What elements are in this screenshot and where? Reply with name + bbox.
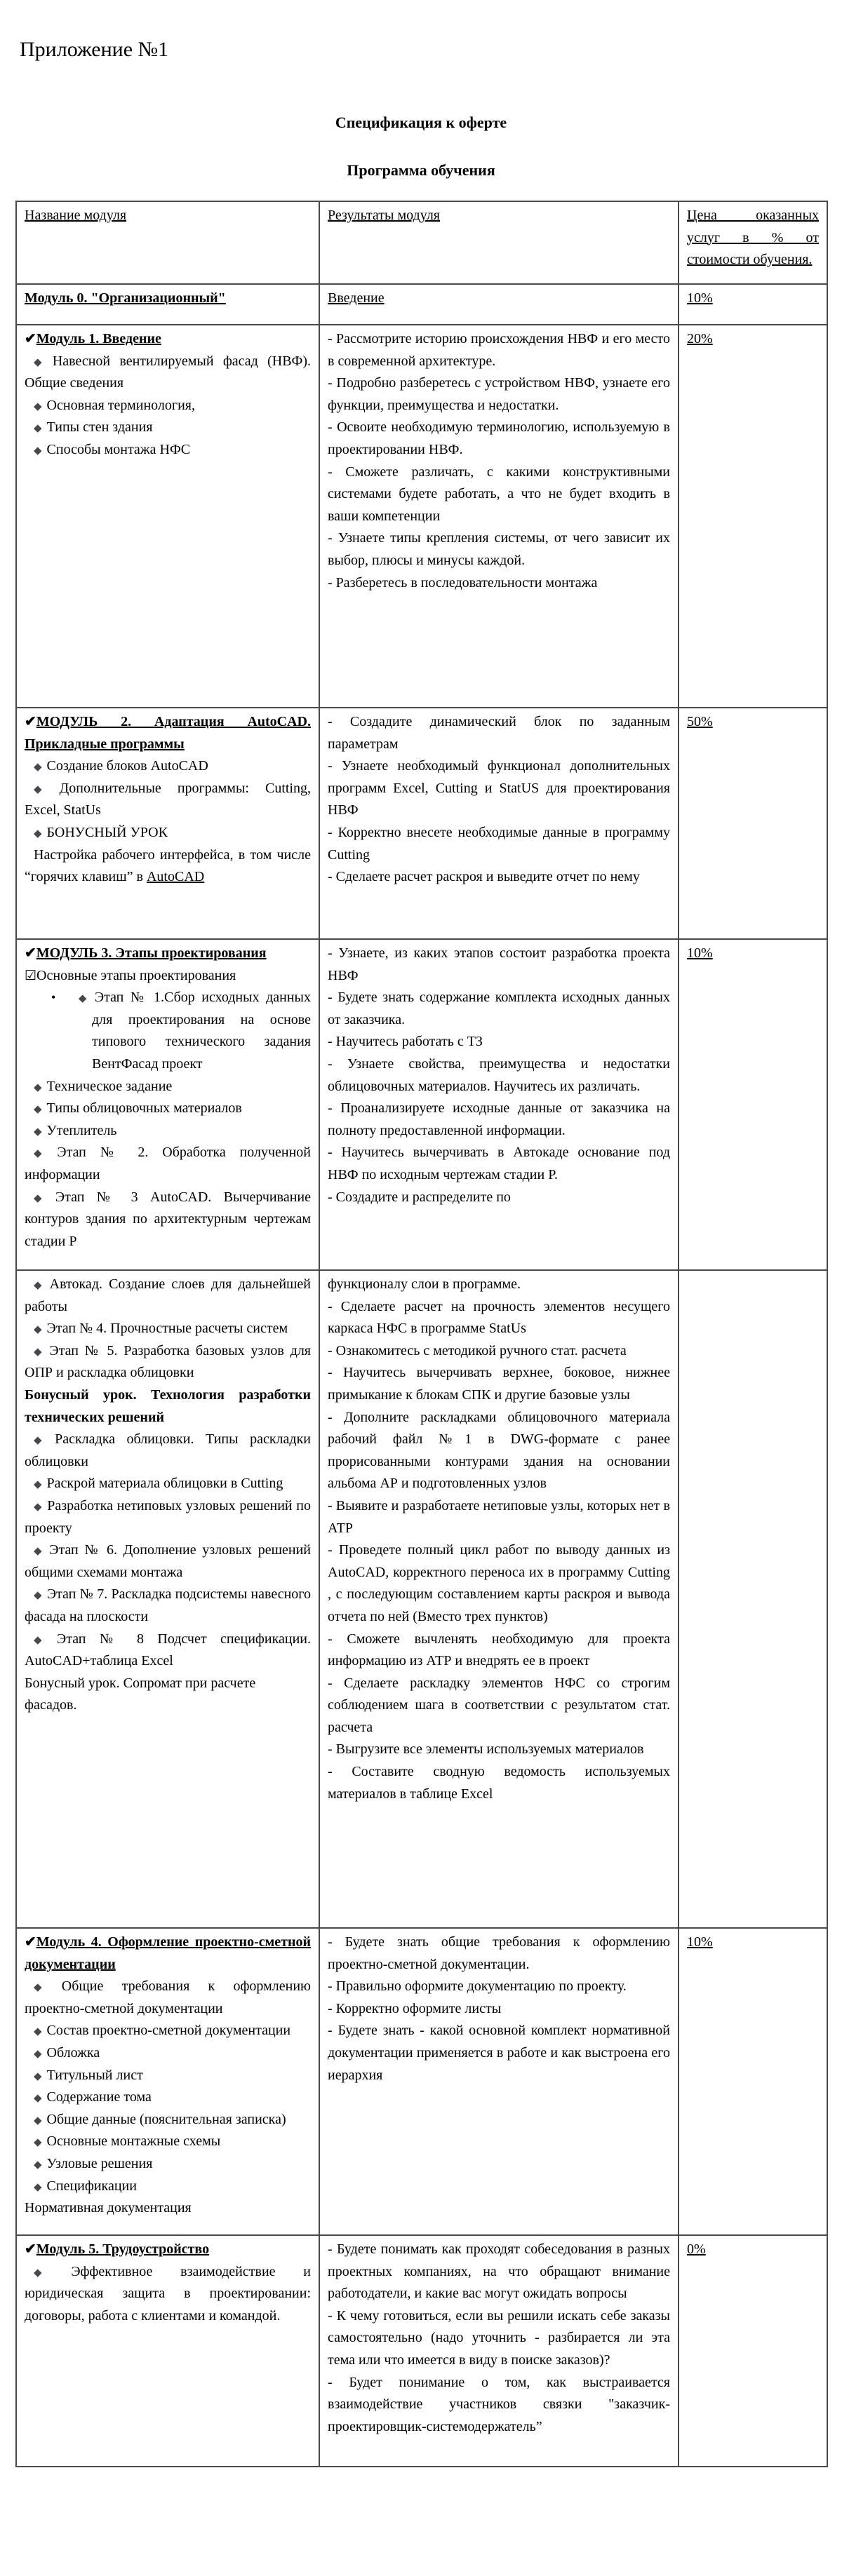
list-item [25, 2109, 311, 2131]
list-item [25, 2131, 311, 2153]
diamond-bullet-icon: ◆ [34, 1148, 53, 1160]
list-item [25, 1142, 311, 1186]
result-item: - Создадите динамический блок по заданным параметрам [328, 714, 670, 752]
module-results-cell [319, 1928, 679, 2235]
module-title: ✔Модуль 1. Введение [25, 331, 161, 346]
diamond-bullet-icon: ◆ [34, 2137, 42, 2149]
module-price-cell [679, 1270, 827, 1928]
list-item-text: Этап № 7. Раскладка подсистемы навесного фасада на плоскости [25, 1586, 311, 1624]
checkbox-item-text: Основные этапы проектирования [36, 967, 236, 983]
list-item [25, 439, 311, 461]
price-value: 50% [687, 714, 713, 729]
module-name-cell [16, 939, 319, 1270]
list-item-text: Эффективное взаимодействие и юридическая защита в проектировании: договоры, работа с клиентами и командой. [25, 2263, 311, 2324]
checkbox-icon: ☑ [25, 968, 37, 983]
diamond-bullet-icon: ◆ [34, 1634, 52, 1646]
result-item: - Правильно оформите документацию по проекту. [328, 1978, 627, 1995]
list-item [25, 2176, 311, 2198]
result-item: - Корректно внесете необходимые данные в программу Cutting [328, 824, 670, 863]
list-item-text: Основные монтажные схемы [46, 2133, 221, 2150]
list-item-text: Создание блоков AutoCAD [46, 758, 208, 774]
list-item-text: Состав проектно-сметной документации [46, 2023, 291, 2039]
result-item: - Научитесь работать с ТЗ [328, 1034, 483, 1050]
price-value: 0% [687, 2241, 706, 2257]
check-icon: ✔ [25, 714, 36, 729]
module-title: ✔МОДУЛЬ 2. Адаптация AutoCAD. Прикладные программы [25, 714, 311, 752]
result-item: - Узнаете необходимый функционал дополнительных программ Excel, Cutting и StatUS для проектирования НВФ [328, 758, 670, 818]
diamond-bullet-icon: ◆ [34, 1192, 51, 1204]
list-item [25, 1120, 311, 1142]
list-item [25, 417, 311, 439]
module-name-cell [16, 708, 319, 939]
list-item-text: Общие данные (пояснительная записка) [46, 2111, 286, 2127]
table-row-module-1 [16, 325, 827, 708]
result-item: - Проанализируете исходные данные от заказчика на полноту предоставленной информации. [328, 1100, 670, 1138]
result-item: - Сможете вычленять необходимую для проекта информацию из АТР и внедрять ее в проект [328, 1631, 670, 1669]
training-program-table [15, 201, 828, 2467]
result-item: - Выявите и разработаете нетиповые узлы, которых нет в АТР [328, 1497, 670, 1536]
module-price-cell [679, 284, 827, 325]
result-item: - Будете знать общие требования к оформлению проектно-сметной документации. [328, 1934, 670, 1972]
list-item-text: Этап № 3 AutoCAD. Вычерчивание контуров здания по архитектурным чертежам стадии Р [25, 1189, 311, 1249]
diamond-bullet-icon: ◆ [34, 1501, 43, 1513]
result-item: - Будете понимать как проходят собеседования в разных проектных компаниях, на что обращают внимание работодатели, и какие вас могут ожидать вопросы [328, 2241, 670, 2302]
diamond-bullet-icon: ◆ [34, 2267, 67, 2279]
list-item-text: Автокад. Создание слоев для дальнейшей работы [25, 1276, 311, 1314]
list-item-text: Этап № 2. Обработка полученной информации [25, 1145, 311, 1182]
module-results-cell [319, 708, 679, 939]
module-title: ✔Модуль 4. Оформление проектно-сметной документации [25, 1934, 311, 1972]
diamond-bullet-icon: ◆ [34, 356, 48, 368]
list-item [25, 1628, 311, 1673]
nested-list-item [51, 987, 311, 1075]
diamond-bullet-icon: ◆ [34, 423, 42, 435]
list-item [25, 2086, 311, 2109]
diamond-bullet-icon: ◆ [34, 2048, 42, 2060]
module-title: ✔МОДУЛЬ 3. Этапы проектирования [25, 945, 267, 961]
column-header-module-results: Результаты модуля [319, 201, 679, 284]
module-title: Модуль 0. "Организационный" [25, 290, 226, 306]
list-item-text: Узловые решения [46, 2155, 153, 2171]
price-value: 10% [687, 945, 713, 961]
diamond-bullet-icon: ◆ [34, 762, 42, 774]
module-price-cell [679, 708, 827, 939]
list-item [25, 1976, 311, 2020]
check-icon: ✔ [25, 331, 36, 346]
module-results-cell [319, 325, 679, 708]
table-row-module-3 [16, 939, 827, 1270]
price-value: 20% [687, 331, 713, 346]
list-item-text: Разработка нетиповых узловых решений по проекту [25, 1497, 311, 1536]
list-item-text: Основная терминология, [46, 397, 195, 413]
check-icon: ✔ [25, 1934, 36, 1950]
list-item [25, 755, 311, 778]
checkbox-item [25, 965, 311, 987]
result-item: - К чему готовиться, если вы решили искать себе заказы самостоятельно (надо уточнить - разбирается ли эта тема или что имеется в виду в поиске заказов)? [328, 2307, 670, 2368]
list-item-text: Спецификации [46, 2178, 137, 2194]
diamond-bullet-icon: ◆ [34, 445, 42, 457]
list-item-text: Титульный лист [46, 2067, 143, 2083]
result-item: Введение [328, 290, 385, 306]
list-item [25, 1473, 311, 1495]
list-item [25, 778, 311, 822]
result-item: - Выгрузите все элементы используемых материалов [328, 1741, 644, 1758]
table-row-module-0 [16, 284, 827, 325]
list-item-text: Этап № 6. Дополнение узловых решений общими схемами монтажа [25, 1542, 311, 1580]
diamond-bullet-icon: ◆ [34, 400, 42, 412]
list-item [25, 1495, 311, 1539]
price-value: 10% [687, 290, 713, 306]
check-icon: ✔ [25, 2241, 36, 2257]
diamond-bullet-icon: ◆ [34, 2159, 42, 2171]
result-item: - Проведете полный цикл работ по выводу данных из AutoCAD, корректного переноса их в программу Cutting , с последующим составлением карты раскроя и вывода отчета по ней (Вместо трех пунктов) [328, 1542, 670, 1624]
list-item [25, 351, 311, 395]
result-item: - Узнаете, из каких этапов состоит разработка проекта НВФ [328, 945, 670, 983]
list-item-text: Раскрой материала облицовки в Cutting [46, 1476, 283, 1492]
dot-bullet-icon: • [51, 990, 56, 1005]
diamond-bullet-icon: ◆ [34, 1982, 57, 1994]
result-item: - Создадите и распределите по [328, 1189, 511, 1205]
list-item-text: Этап № 1.Сбор исходных данных для проектирования на основе типового технического задания ВентФасад проект [92, 990, 311, 1072]
result-item: - Узнаете свойства, преимущества и недостатки облицовочных материалов. Научитесь их различать. [328, 1056, 670, 1094]
list-item-text: Общие требования к оформлению проектно-сметной документации [25, 1978, 311, 2016]
module-name-cell [16, 2235, 319, 2467]
diamond-bullet-icon: ◆ [34, 2181, 42, 2193]
result-item: - Рассмотрите историю происхождения НВФ и его место в современной архитектуре. [328, 331, 670, 369]
result-item: - Сделаете расчет на прочность элементов несущего каркаса НФС в программе StatUs [328, 1298, 670, 1337]
result-item: - Будете знать - какой основной комплект нормативной документации применяется в работе и как выстроена его иерархия [328, 2023, 670, 2083]
list-item [25, 1539, 311, 1584]
diamond-bullet-icon: ◆ [34, 1479, 42, 1491]
list-item-text: Способы монтажа НФС [46, 441, 191, 457]
module-price-cell [679, 1928, 827, 2235]
module-price-cell [679, 325, 827, 708]
list-item [25, 1098, 311, 1120]
result-item: - Научитесь вычерчивать верхнее, боковое, нижнее примыкание к блокам СПК и другие базовые узлы [328, 1365, 670, 1403]
result-item: - Корректно оформите листы [328, 2000, 502, 2016]
bonus-lesson-title: Бонусный урок. Технология разработки технических решений [25, 1387, 311, 1425]
list-item-text: Типы облицовочных материалов [46, 1100, 242, 1117]
diamond-bullet-icon: ◆ [34, 828, 42, 839]
list-item-text: Этап № 5. Разработка базовых узлов для ОПР и раскладка облицовки [25, 1342, 311, 1381]
result-item: - Подробно разберетесь с устройством НВФ, узнаете его функции, преимущества и недостатки. [328, 375, 670, 413]
list-item-text: Дополнительные программы: Cutting, Excel, StatUs [25, 780, 311, 818]
list-item [25, 2261, 311, 2328]
module-price-cell [679, 2235, 827, 2467]
appendix-title: Приложение №1 [20, 38, 169, 61]
list-item [25, 822, 311, 844]
list-item-text: Содержание тома [46, 2089, 152, 2105]
list-item [25, 1584, 311, 1628]
table-row-module-4 [16, 1928, 827, 2235]
list-item-text: Утеплитель [46, 1122, 117, 1138]
list-item-text: Типы стен здания [46, 419, 153, 436]
list-item-text: Техническое задание [46, 1078, 173, 1094]
module-price-cell [679, 939, 827, 1270]
bonus-lesson-note: Бонусный урок. Сопромат при расчете фасадов. [25, 1675, 256, 1713]
diamond-bullet-icon: ◆ [34, 2026, 42, 2038]
list-item [25, 1274, 311, 1318]
column-header-price: Цена оказанных услуг в % от стоимости обучения. [679, 201, 827, 284]
module-note: Настройка рабочего интерфейса, в том числе “горячих клавиш” в AutoCAD [25, 847, 311, 885]
result-item: - Освоите необходимую терминологию, используемую в проектировании НВФ. [328, 419, 670, 457]
list-item [25, 2020, 311, 2042]
result-item: - Ознакомитесь с методикой ручного стат. расчета [328, 1342, 627, 1358]
diamond-bullet-icon: ◆ [34, 2115, 42, 2126]
result-item: - Сможете различать, с какими конструктивными системами будете работать, а что не будет входить в ваши компетенции [328, 464, 670, 524]
diamond-bullet-icon: ◆ [34, 1346, 45, 1358]
diamond-bullet-icon: ◆ [34, 1590, 42, 1602]
table-header-row [16, 201, 827, 284]
module-results-cell [319, 2235, 679, 2467]
diamond-bullet-icon: ◆ [34, 2093, 42, 2105]
diamond-bullet-icon: ◆ [34, 1104, 42, 1116]
result-item: - Сделаете расчет раскроя и выведите отчет по нему [328, 869, 640, 885]
result-item: - Будете знать содержание комплекта исходных данных от заказчика. [328, 990, 670, 1027]
list-item [25, 1340, 311, 1384]
subtitle-program: Программа обучения [347, 161, 495, 179]
list-item-text: Раскладка облицовки. Типы раскладки облицовки [25, 1431, 311, 1469]
result-item: - Дополните раскладками облицовочного материала рабочий файл №1 в DWG-формате с ранее прорисованными контурами здания на основании альбома АР и подготовленных узлов [328, 1409, 670, 1492]
list-item [25, 1187, 311, 1253]
table-row-module-2 [16, 708, 827, 939]
list-item [25, 1076, 311, 1098]
result-item: - Разберетесь в последовательности монтажа [328, 574, 598, 591]
diamond-bullet-icon: ◆ [34, 1546, 45, 1558]
module-name-cell [16, 1270, 319, 1928]
table-row-module-3-continued [16, 1270, 827, 1928]
list-item [25, 1429, 311, 1473]
module-results-cell [319, 939, 679, 1270]
module-name-cell [16, 325, 319, 708]
result-item: - Составите сводную ведомость используемых материалов в таблице Excel [328, 1764, 670, 1802]
list-item [25, 2153, 311, 2176]
result-item: функционалу слои в программе. [328, 1276, 521, 1292]
module-title: ✔Модуль 5. Трудоустройство [25, 2241, 210, 2257]
table-row-module-5 [16, 2235, 827, 2467]
list-item-text: Этап № 8 Подсчет спецификации. AutoCAD+таблица Excel [25, 1631, 311, 1669]
diamond-bullet-icon: ◆ [34, 1280, 45, 1291]
column-header-module-name: Название модуля [16, 201, 319, 284]
diamond-bullet-icon: ◆ [34, 2070, 42, 2082]
list-item [25, 2065, 311, 2087]
diamond-bullet-icon: ◆ [34, 1324, 42, 1336]
diamond-bullet-icon: ◆ [75, 993, 90, 1005]
normative-docs-note: Нормативная документация [25, 2200, 192, 2216]
diamond-bullet-icon: ◆ [34, 1126, 42, 1138]
diamond-bullet-icon: ◆ [34, 1435, 51, 1447]
module-name-cell [16, 1928, 319, 2235]
module-name-cell [16, 284, 319, 325]
list-item [25, 1318, 311, 1340]
list-item-text: Обложка [46, 2044, 100, 2061]
diamond-bullet-icon: ◆ [34, 1081, 42, 1093]
list-item-text: Навесной вентилируемый фасад (НВФ). Общие сведения [25, 353, 311, 391]
list-item [25, 2042, 311, 2065]
module-results-cell [319, 1270, 679, 1928]
module-results-cell [319, 284, 679, 325]
subtitle-specification: Спецификация к оферте [335, 114, 507, 131]
result-item: - Будет понимание о том, как выстраивается взаимодействие участников связки "заказчик-проектировщик-системодержатель” [328, 2374, 670, 2434]
list-item [25, 395, 311, 417]
list-item-text: БОНУСНЫЙ УРОК [46, 824, 168, 840]
autocad-link-text: AutoCAD [146, 869, 205, 885]
result-item: - Сделаете раскладку элементов НФС со строгим соблюдением шага в соответствии с результатом стат. расчета [328, 1675, 670, 1735]
diamond-bullet-icon: ◆ [34, 783, 55, 795]
check-icon: ✔ [25, 945, 36, 961]
list-item-text: Этап № 4. Прочностные расчеты систем [46, 1321, 288, 1337]
result-item: - Узнаете типы крепления системы, от чего зависит их выбор, плюсы и минусы каждой. [328, 530, 670, 568]
result-item: - Научитесь вычерчивать в Автокаде основание под НВФ по исходным чертежам стадии Р. [328, 1145, 670, 1182]
document-page [0, 38, 842, 2467]
price-value: 10% [687, 1934, 713, 1950]
